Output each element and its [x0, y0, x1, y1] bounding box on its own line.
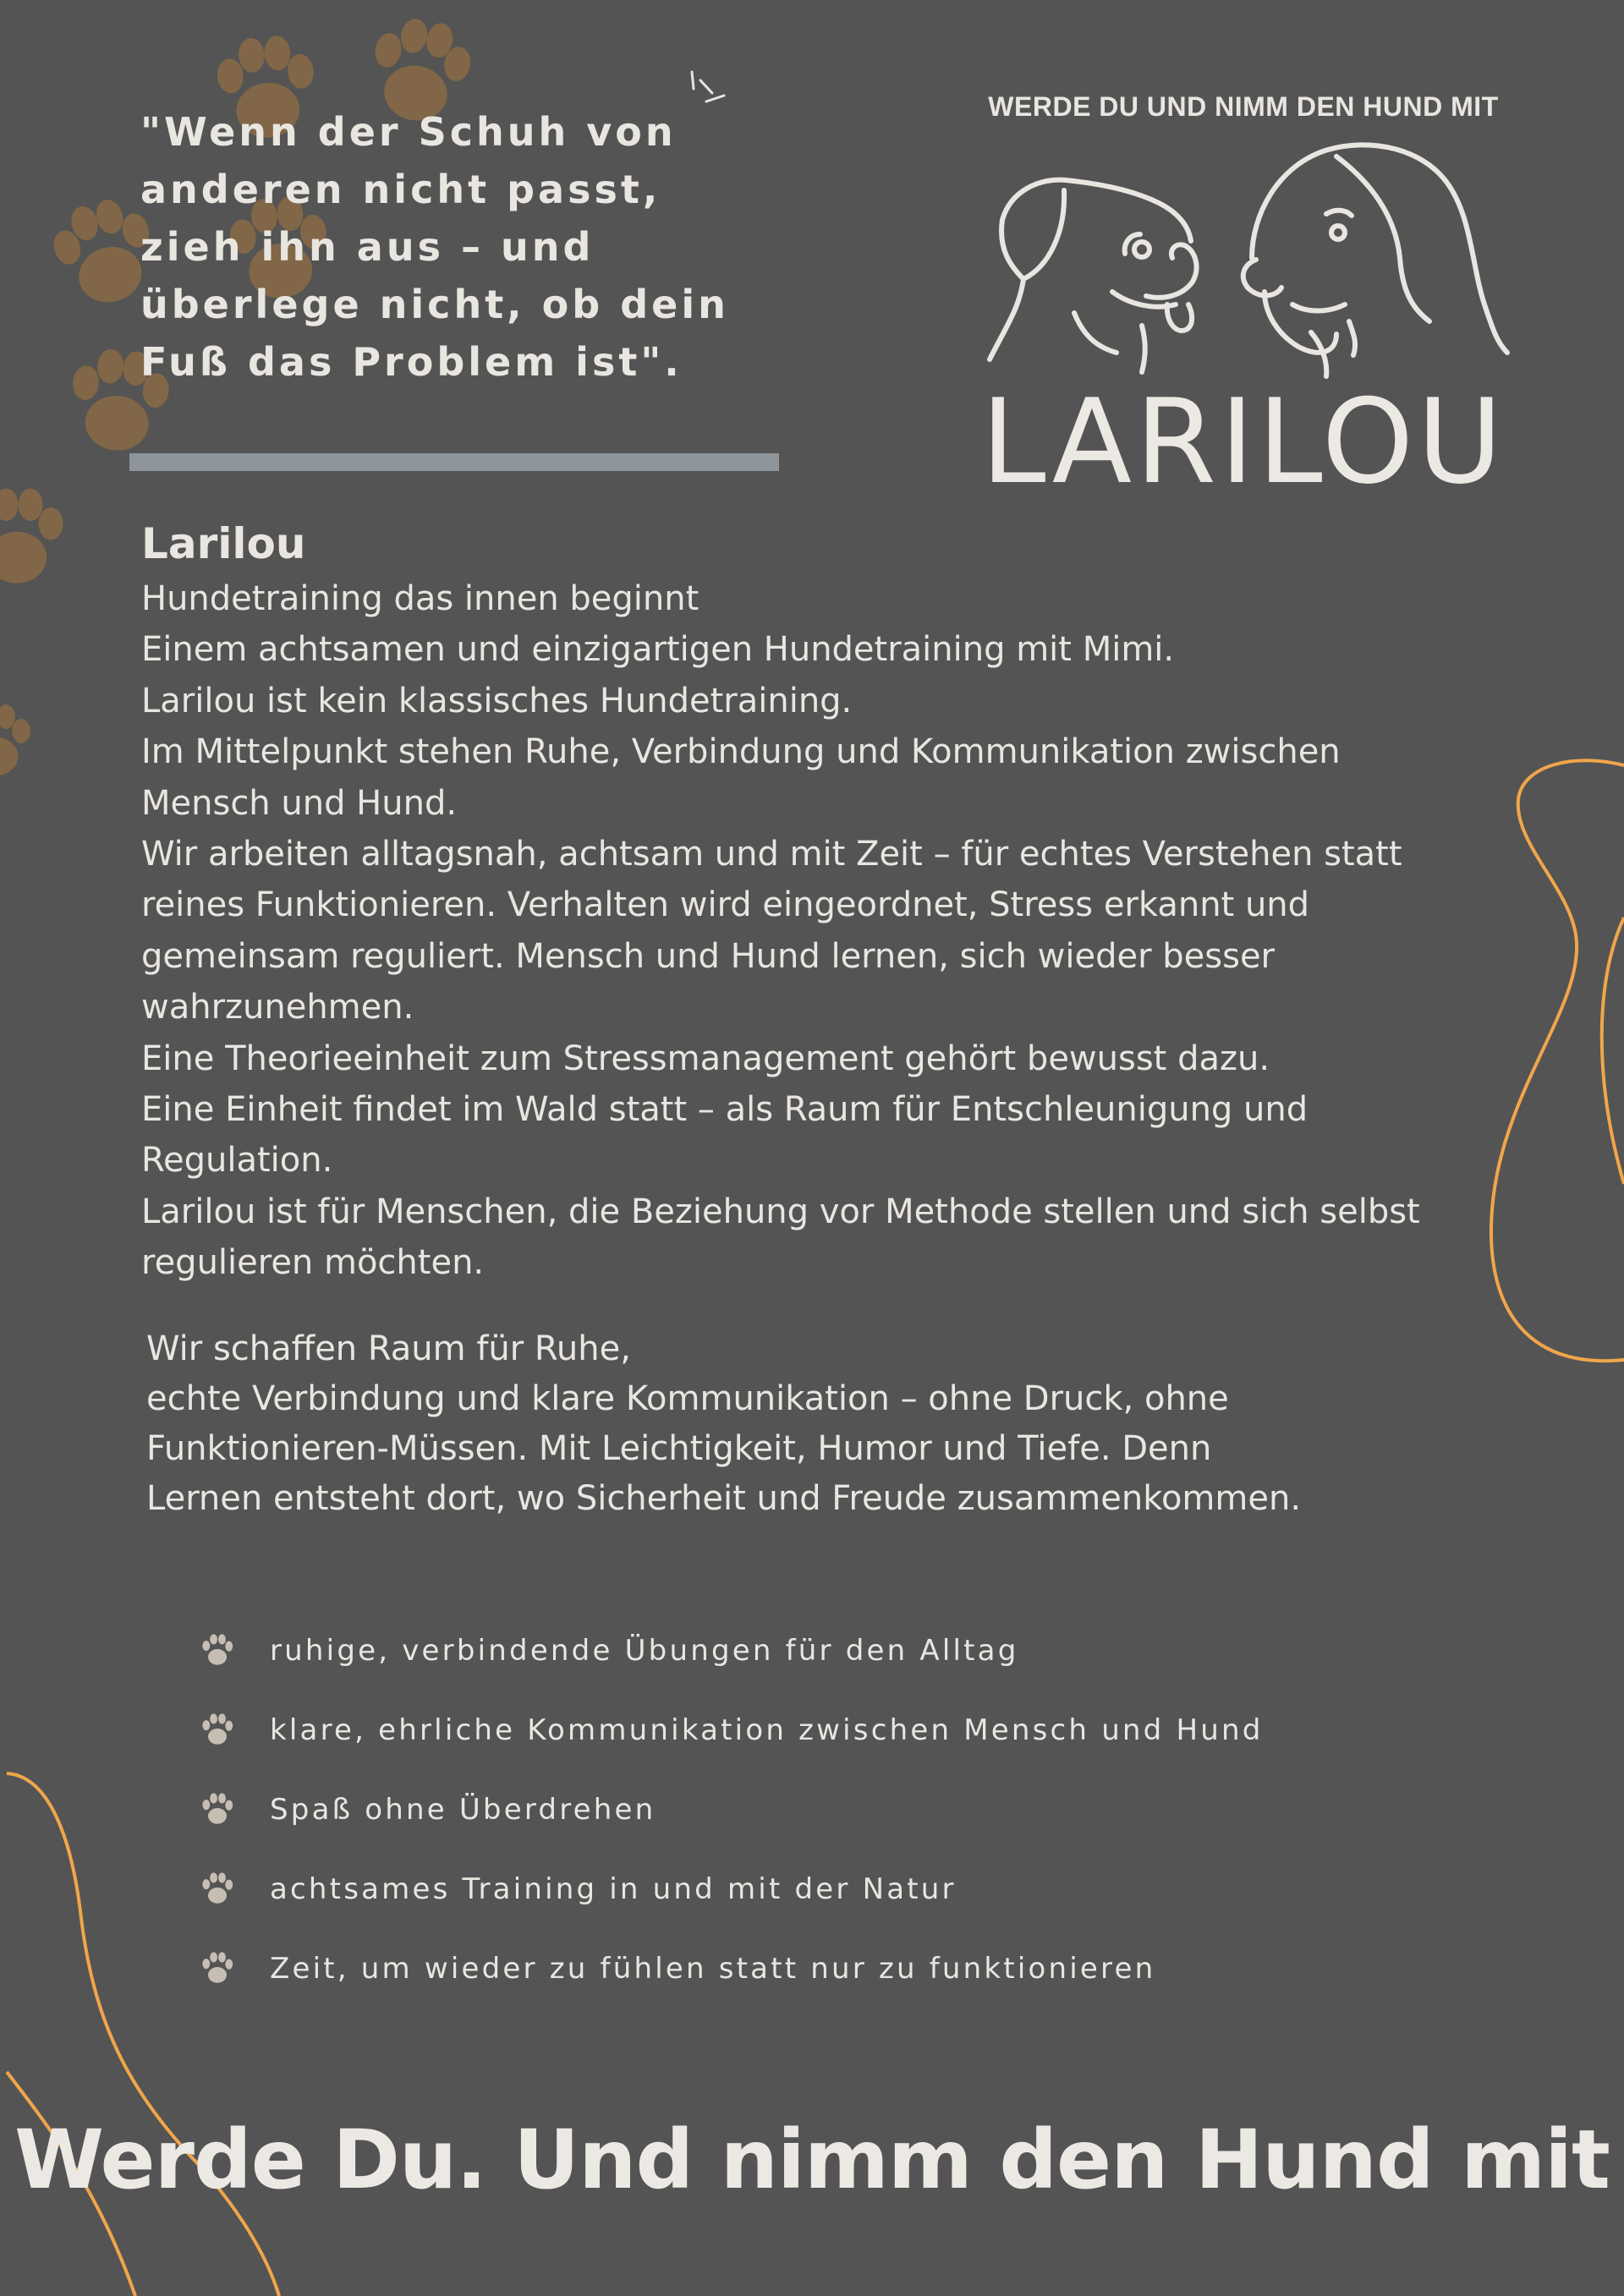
paw-print-decor-icon — [0, 489, 63, 584]
feature-list — [199, 1632, 1383, 2030]
paw-icon — [199, 1948, 236, 1986]
section-title: Larilou — [141, 519, 306, 568]
feature-text: Zeit, um wieder zu fühlen statt nur zu funktionieren — [270, 1952, 1156, 1986]
quote-line: anderen nicht passt, — [140, 167, 661, 212]
feature-text: ruhige, verbindende Übungen für den Alltag — [270, 1634, 1019, 1668]
paw-icon — [199, 1789, 236, 1827]
intro-line: Hundetraining das innen beginnt — [141, 579, 700, 618]
feature-text: Spaß ohne Überdrehen — [270, 1793, 656, 1827]
intro-line: Im Mittelpunkt stehen Ruhe, Verbindung und Kommunikation zwischen — [141, 732, 1341, 772]
quote-line: zieh ihn aus – und — [140, 224, 595, 270]
intro-line: Mensch und Hund. — [141, 783, 458, 823]
paw-print-decor-icon — [0, 704, 30, 775]
quote-line: Fuß das Problem ist". — [140, 339, 683, 385]
intro-text — [141, 573, 1495, 1289]
dogs-logo-illustration — [973, 131, 1514, 385]
intro-line: wahrzunehmen. — [141, 988, 414, 1027]
list-item — [199, 1950, 1383, 2030]
philosophy-text — [146, 1324, 1415, 1524]
intro-line: regulieren möchten. — [141, 1243, 485, 1283]
orange-curve-right-inner — [1602, 918, 1624, 1184]
tagline: WERDE DU UND NIMM DEN HUND MIT — [988, 91, 1499, 122]
list-item — [199, 1712, 1383, 1791]
intro-line: gemeinsam reguliert. Mensch und Hund lernen, sich wieder besser — [141, 936, 1275, 976]
intro-line: Einem achtsamen und einzigartigen Hundetraining mit Mimi. — [141, 630, 1175, 670]
philosophy-line: echte Verbindung und klare Kommunikation – ohne Druck, ohne — [146, 1379, 1229, 1418]
spark-decor-icon — [692, 72, 724, 101]
intro-line: Eine Einheit findet im Wald statt – als Raum für Entschleunigung und — [141, 1090, 1309, 1130]
list-item — [199, 1871, 1383, 1950]
list-item — [199, 1632, 1383, 1712]
footer-slogan: Werde Du. Und nimm den Hund mit — [14, 2112, 1610, 2207]
quote-divider — [129, 453, 779, 471]
philosophy-line: Lernen entsteht dort, wo Sicherheit und Freude zusammenkommen. — [146, 1479, 1302, 1518]
intro-line: Larilou ist kein klassisches Hundetraining. — [141, 681, 853, 721]
intro-line: Wir arbeiten alltagsnah, achtsam und mit Zeit – für echtes Verstehen statt — [141, 835, 1402, 874]
intro-line: Eine Theorieeinheit zum Stressmanagement gehört bewusst dazu. — [141, 1038, 1270, 1078]
philosophy-line: Wir schaffen Raum für Ruhe, — [146, 1329, 631, 1368]
intro-line: Regulation. — [141, 1141, 333, 1181]
quote-line: überlege nicht, ob dein — [140, 282, 729, 327]
intro-line: Larilou ist für Menschen, die Beziehung vor Methode stellen und sich selbst — [141, 1192, 1420, 1231]
paw-icon — [199, 1869, 236, 1906]
philosophy-line: Funktionieren-Müssen. Mit Leichtigkeit, Humor und Tiefe. Denn — [146, 1429, 1212, 1468]
feature-text: achtsames Training in und mit der Natur — [270, 1872, 957, 1906]
quote — [140, 103, 749, 391]
list-item — [199, 1791, 1383, 1871]
logo-wordmark: LARILOU — [980, 374, 1506, 510]
intro-line: reines Funktionieren. Verhalten wird eingeordnet, Stress erkannt und — [141, 885, 1310, 925]
quote-line: "Wenn der Schuh von — [140, 109, 677, 155]
paw-icon — [199, 1630, 236, 1668]
feature-text: klare, ehrliche Kommunikation zwischen Mensch und Hund — [270, 1713, 1264, 1747]
paw-icon — [199, 1710, 236, 1747]
